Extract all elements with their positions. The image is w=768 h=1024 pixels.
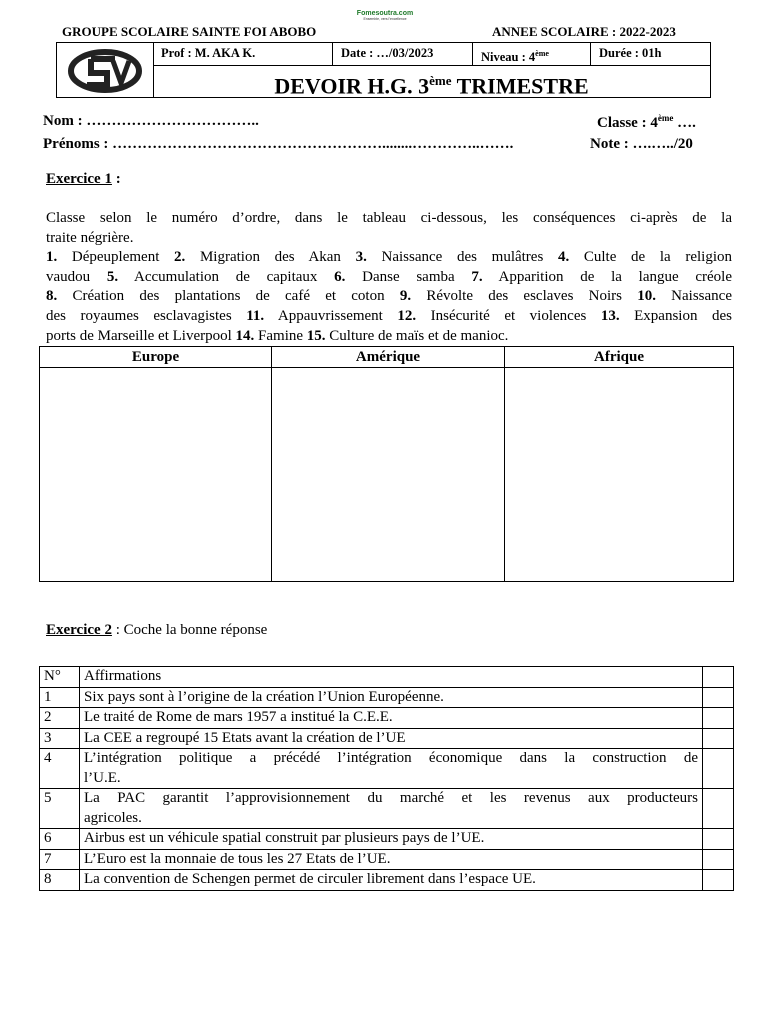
firstname-field: Prénoms : ………………………………………………........…………..……. [43,136,514,152]
ex1-line: ports de Marseille et Liverpool 14. Famine 15. Culture de maïs et de manioc. [46,327,509,344]
check-cell[interactable] [703,829,734,850]
class-suffix: ème [657,113,674,123]
date-cell [333,43,473,65]
check-cell[interactable] [703,789,734,829]
table-row [40,687,734,708]
check-cell[interactable] [703,667,734,688]
check-cell[interactable] [703,728,734,749]
class-dots: …. [673,115,696,131]
check-cell[interactable] [703,870,734,891]
table-row [40,708,734,729]
table-header-row [40,667,734,688]
title-suffix: ème [429,73,452,88]
row-number: 3 [40,728,80,749]
affirmation-text: Airbus est un véhicule spatial construit par plusieurs pays de l’UE. [80,829,703,850]
school-year: ANNEE SCOLAIRE : 2022-2023 [492,24,676,39]
affirmations-table [39,666,734,891]
table-header-row [40,347,734,368]
duration-cell [591,43,711,65]
exam-date: Date : …/03/2023 [341,46,434,60]
row-number: 1 [40,687,80,708]
site-watermark [352,10,418,21]
level-cell [473,43,591,65]
table-row [40,789,734,829]
col-afrique: Afrique [505,347,734,368]
affirmation-text: Six pays sont à l’origine de la création l’Union Européenne. [80,687,703,708]
affirmation-line: La PAC garantit l’approvisionnement du marché et les revenus aux producteurs [84,790,698,806]
check-cell[interactable] [703,749,734,789]
row-number: 4 [40,749,80,789]
affirmation-line: agricoles. [84,809,142,826]
exercise1-label: Exercice 1 [46,171,112,187]
check-cell[interactable] [703,687,734,708]
europe-answer-cell[interactable] [40,368,272,582]
col-number: N° [40,667,80,688]
check-cell[interactable] [703,849,734,870]
exam-header-box [56,42,711,98]
exercise1-colon: : [111,171,121,187]
exercise1-title [46,171,121,188]
ex1-line: traite négrière. [46,229,134,246]
watermark-tagline: Ensemble, vers l'excellence [363,17,407,21]
ex1-line: vaudou 5. Accumulation de capitaux 6. Danse samba 7. Apparition de la langue créole [46,268,732,285]
affirmation-text: La CEE a regroupé 15 Etats avant la création de l’UE [80,728,703,749]
watermark-text: Fomesoutra.com [356,10,414,17]
table-row [40,829,734,850]
teacher: Prof : M. AKA K. [161,46,256,60]
school-logo-icon [67,49,143,93]
level-suffix: ème [535,49,549,58]
class-label: Classe : 4 [597,115,658,131]
title-end: TRIMESTRE [451,73,589,99]
exercise1-instructions [46,209,732,346]
exam-info-row [153,43,710,66]
affirmation-text: Le traité de Rome de mars 1957 a institué la C.E.E. [80,708,703,729]
answer-row [40,368,734,582]
ex1-line: 1. Dépeuplement 2. Migration des Akan 3. Naissance des mulâtres 4. Culte de la religion [46,249,733,266]
duration: Durée : 01h [599,46,662,60]
row-number: 8 [40,870,80,891]
check-cell[interactable] [703,708,734,729]
row-number: 6 [40,829,80,850]
col-amerique: Amérique [272,347,505,368]
school-name: GROUPE SCOLAIRE SAINTE FOI ABOBO [62,24,317,39]
table-row [40,728,734,749]
table-row [40,849,734,870]
affirmation-line: l’U.E. [84,769,121,786]
col-europe: Europe [40,347,272,368]
table-row [40,870,734,891]
ex1-line: 8. Création des plantations de café et coton 9. Révolte des esclaves Noirs 10. Naissance [46,288,732,305]
exam-title [153,65,710,97]
affirmation-text [80,789,703,829]
class-field [597,113,696,132]
affirmation-text: La convention de Schengen permet de circuler librement dans l’espace UE. [80,870,703,891]
affirmation-text [80,749,703,789]
exercise2-title [46,622,267,639]
ex1-line: des royaumes esclavagistes 11. Appauvrissement 12. Insécurité et violences 13. Expansion des [46,307,732,324]
amerique-answer-cell[interactable] [272,368,505,582]
name-field: Nom : …………………………….. [43,113,259,129]
ex1-line: Classe selon le numéro d’ordre, dans le tableau ci-dessous, les conséquences ci-après de la [46,210,732,226]
teacher-cell [153,43,333,65]
exercise2-instruction: : Coche la bonne réponse [111,622,268,638]
exercise2-label: Exercice 2 [46,622,112,638]
consequences-table [39,346,734,582]
grade-field: Note : ….…../20 [590,136,693,152]
row-number: 7 [40,849,80,870]
row-number: 2 [40,708,80,729]
row-number: 5 [40,789,80,829]
afrique-answer-cell[interactable] [505,368,734,582]
affirmation-text: L’Euro est la monnaie de tous les 27 Etats de l’UE. [80,849,703,870]
col-affirmations: Affirmations [80,667,703,688]
title-main: DEVOIR H.G. 3 [274,73,430,99]
table-row [40,749,734,789]
level: Niveau : 4 [481,50,536,65]
affirmation-line: L’intégration politique a précédé l’intégration économique dans la construction de [84,750,698,766]
school-logo [57,43,154,97]
